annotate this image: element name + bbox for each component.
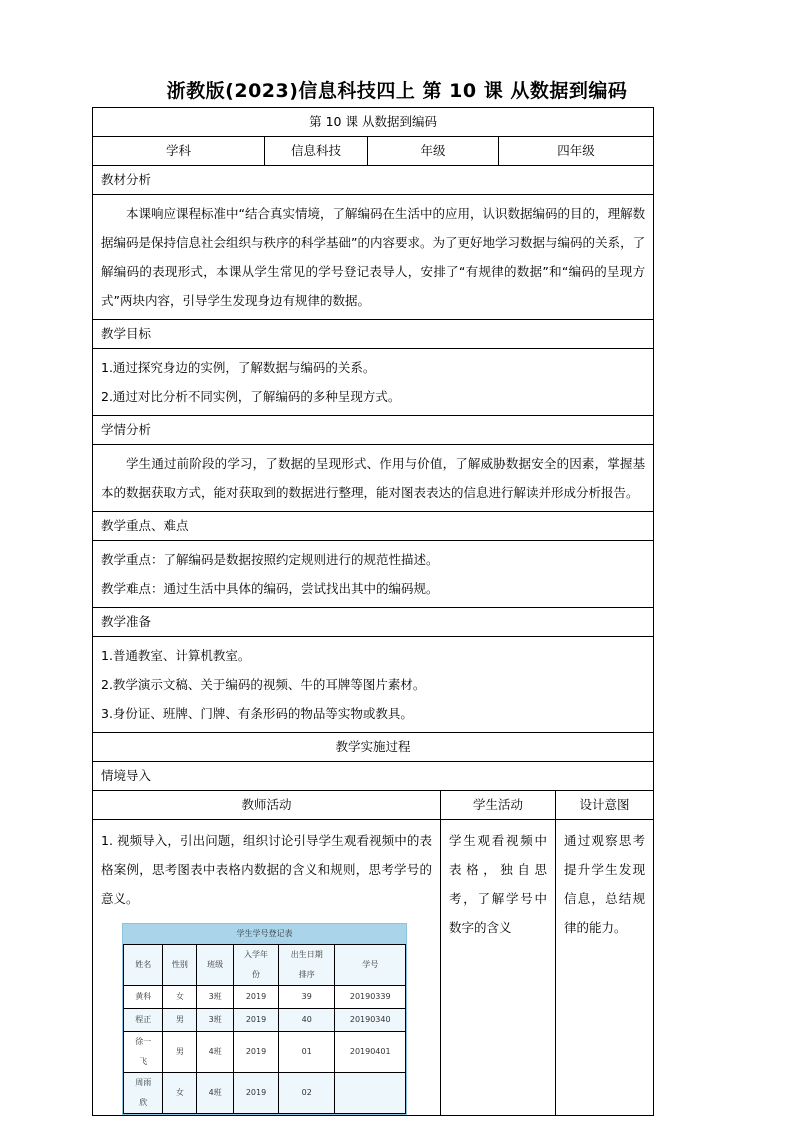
preparation-item: 2.教学演示文稿、关于编码的视频、牛的耳牌等图片素材。 <box>101 677 426 692</box>
objectives-list <box>93 349 654 416</box>
lesson-plan-table <box>92 107 653 1116</box>
register-cell: 4班 <box>197 1073 234 1114</box>
register-cell: 01 <box>279 1032 335 1073</box>
section-heading-objectives: 教学目标 <box>93 320 654 349</box>
preparation-list <box>93 637 654 733</box>
subject-value: 信息科技 <box>265 137 368 166</box>
teacher-activity-header: 教师活动 <box>93 791 441 820</box>
activity-row <box>93 820 654 1116</box>
preparation-item: 1.普通教室、计算机教室。 <box>101 648 251 663</box>
register-header-cell: 班级 <box>197 945 234 986</box>
register-cell: 2019 <box>233 1009 278 1032</box>
grade-value: 四年级 <box>499 137 654 166</box>
grade-label: 年级 <box>368 137 499 166</box>
register-row <box>124 1073 406 1114</box>
register-cell: 20190340 <box>335 1009 406 1032</box>
process-heading: 教学实施过程 <box>93 733 654 762</box>
learner-analysis-text: 学生通过前阶段的学习，了数据的呈现形式、作用与价值，了解威胁数据安全的因素，掌握基本的数据获取方式，能对获取到的数据进行整理，能对图表表达的信息进行解读并形成分析报告。 <box>93 445 654 512</box>
student-activity-cell: 学生观看视频中表格，独自思考，了解学号中数字的含义 <box>441 820 556 1116</box>
keypoints-list <box>93 541 654 608</box>
design-intent-header: 设计意图 <box>556 791 654 820</box>
register-cell: 3班 <box>197 1009 234 1032</box>
section-heading-learner: 学情分析 <box>93 416 654 445</box>
register-cell: 02 <box>279 1073 335 1114</box>
register-cell: 20190401 <box>335 1032 406 1073</box>
intro-heading: 情境导入 <box>93 762 654 791</box>
register-cell: 2019 <box>233 986 278 1009</box>
subject-label: 学科 <box>93 137 265 166</box>
activity-header-row <box>93 791 654 820</box>
register-cell: 女 <box>163 1073 197 1114</box>
register-header-cell: 姓名 <box>124 945 163 986</box>
register-title: 学生学号登记表 <box>123 924 406 944</box>
register-cell: 黄科 <box>124 986 163 1009</box>
keypoint-item: 教学重点：了解编码是数据按照约定规则进行的规范性描述。 <box>101 552 439 567</box>
lesson-header: 第 10 课 从数据到编码 <box>93 108 654 137</box>
register-cell: 2019 <box>233 1073 278 1114</box>
document-title: 浙教版(2023)信息科技四上 第 10 课 从数据到编码 <box>166 80 628 102</box>
register-cell: 女 <box>163 986 197 1009</box>
register-cell: 3班 <box>197 986 234 1009</box>
teacher-activity-cell <box>93 820 441 1116</box>
register-cell: 40 <box>279 1009 335 1032</box>
register-cell: 2019 <box>233 1032 278 1073</box>
register-cell: 徐一飞 <box>124 1032 163 1073</box>
register-row <box>124 986 406 1009</box>
register-header-cell: 出生日期排序 <box>279 945 335 986</box>
register-cell: 男 <box>163 1009 197 1032</box>
teacher-activity-text: 1. 视频导入，引出问题，组织讨论引导学生观看视频中的表格案例，思考图表中表格内数据的含义和规则，思考学号的意义。 <box>101 833 432 906</box>
register-header-cell: 性别 <box>163 945 197 986</box>
design-intent-cell: 通过观察思考提升学生发现信息，总结规律的能力。 <box>556 820 654 1116</box>
info-row <box>93 137 654 166</box>
register-cell: 周雨欣 <box>124 1073 163 1114</box>
register-header-row <box>124 945 406 986</box>
objective-item: 2.通过对比分析不同实例，了解编码的多种呈现方式。 <box>101 389 401 404</box>
register-row <box>124 1009 406 1032</box>
register-row <box>124 1032 406 1073</box>
student-register-image <box>122 923 407 1115</box>
section-heading-preparation: 教学准备 <box>93 608 654 637</box>
register-cell <box>335 1073 406 1114</box>
section-heading-material: 教材分析 <box>93 166 654 195</box>
section-heading-keypoints: 教学重点、难点 <box>93 512 654 541</box>
register-cell: 20190339 <box>335 986 406 1009</box>
student-activity-header: 学生活动 <box>441 791 556 820</box>
register-header-cell: 学号 <box>335 945 406 986</box>
register-cell: 39 <box>279 986 335 1009</box>
preparation-item: 3.身份证、班牌、门牌、有条形码的物品等实物或教具。 <box>101 706 413 721</box>
material-analysis-text: 本课响应课程标准中“结合真实情境，了解编码在生活中的应用，认识数据编码的目的，理解数据编码是保持信息社会组织与秩序的科学基础”的内容要求。为了更好地学习数据与编码的关系，了解编码的表现形式，本课从学生常见的学号登记表导人，安排了“有规律的数据”和“编码的呈现方式”两块内容，引导学生发现身边有规律的数据。 <box>93 195 654 320</box>
register-cell: 4班 <box>197 1032 234 1073</box>
register-header-cell: 入学年份 <box>233 945 278 986</box>
register-cell: 程正 <box>124 1009 163 1032</box>
keypoint-item: 教学难点：通过生活中具体的编码，尝试找出其中的编码规。 <box>101 581 439 596</box>
objective-item: 1.通过探究身边的实例，了解数据与编码的关系。 <box>101 360 376 375</box>
register-cell: 男 <box>163 1032 197 1073</box>
